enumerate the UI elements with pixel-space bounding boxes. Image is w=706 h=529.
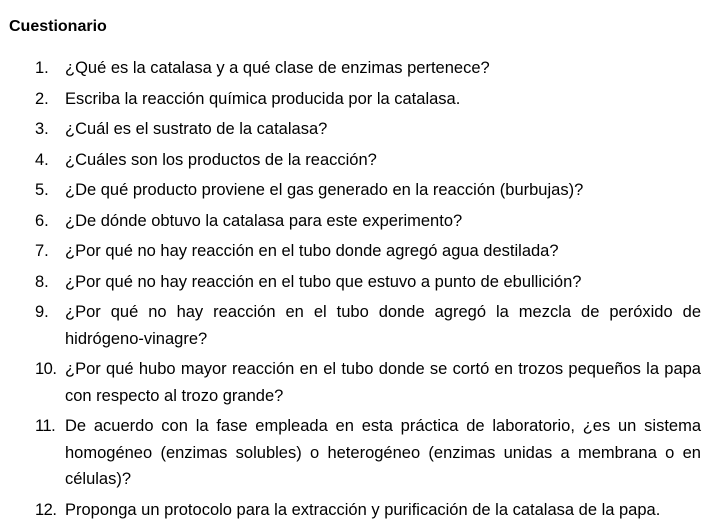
question-number: 5.: [35, 181, 49, 199]
question-item-10: [0, 356, 706, 409]
question-number: 3.: [35, 120, 49, 138]
question-number: 1.: [35, 59, 49, 77]
question-item-7: [0, 238, 706, 265]
question-item-1: [0, 55, 706, 82]
question-number: 11.: [35, 417, 56, 435]
question-number: 4.: [35, 150, 49, 169]
question-number: 9.: [35, 303, 49, 321]
question-item-2: [0, 86, 706, 113]
question-number: 7.: [35, 242, 49, 260]
question-item-5: [0, 177, 706, 204]
question-number: 6.: [35, 211, 49, 230]
question-text: ¿Por qué no hay reacción en el tubo donde agregó la mezcla de peróxido de hidrógeno-vinagre?: [65, 303, 701, 348]
question-item-4: [0, 147, 706, 174]
question-item-6: [0, 208, 706, 235]
question-item-8: [0, 269, 706, 296]
question-text: ¿Por qué no hay reacción en el tubo donde agregó agua destilada?: [65, 242, 559, 260]
question-item-3: [0, 116, 706, 143]
question-text: ¿Cuál es el sustrato de la catalasa?: [65, 120, 328, 138]
question-item-12: [0, 497, 706, 524]
question-text: ¿Por qué hubo mayor reacción en el tubo donde se cortó en trozos pequeños la papa con respecto al trozo grande?: [65, 360, 701, 405]
question-item-11: [0, 413, 706, 493]
document-title: Cuestionario: [9, 18, 107, 35]
question-item-9: [0, 299, 706, 352]
question-text: De acuerdo con la fase empleada en esta práctica de laboratorio, ¿es un sistema homogéneo (enzimas solubles) o heterogéneo (enzimas unidas a membrana o en células)?: [65, 417, 701, 488]
question-text: ¿De dónde obtuvo la catalasa para este experimento?: [65, 211, 463, 230]
question-text: ¿Cuáles son los productos de la reacción?: [65, 150, 377, 169]
question-text: Proponga un protocolo para la extracción y purificación de la catalasa de la papa.: [65, 500, 661, 519]
question-list: [0, 55, 706, 523]
question-number: 12.: [35, 500, 57, 519]
question-text: ¿Por qué no hay reacción en el tubo que estuvo a punto de ebullición?: [65, 272, 582, 291]
question-number: 10.: [35, 360, 57, 378]
question-text: ¿De qué producto proviene el gas generado en la reacción (burbujas)?: [65, 181, 584, 199]
question-text: Escriba la reacción química producida por la catalasa.: [65, 89, 461, 108]
question-number: 2.: [35, 89, 49, 108]
question-number: 8.: [35, 272, 49, 291]
question-text: ¿Qué es la catalasa y a qué clase de enzimas pertenece?: [65, 59, 490, 77]
